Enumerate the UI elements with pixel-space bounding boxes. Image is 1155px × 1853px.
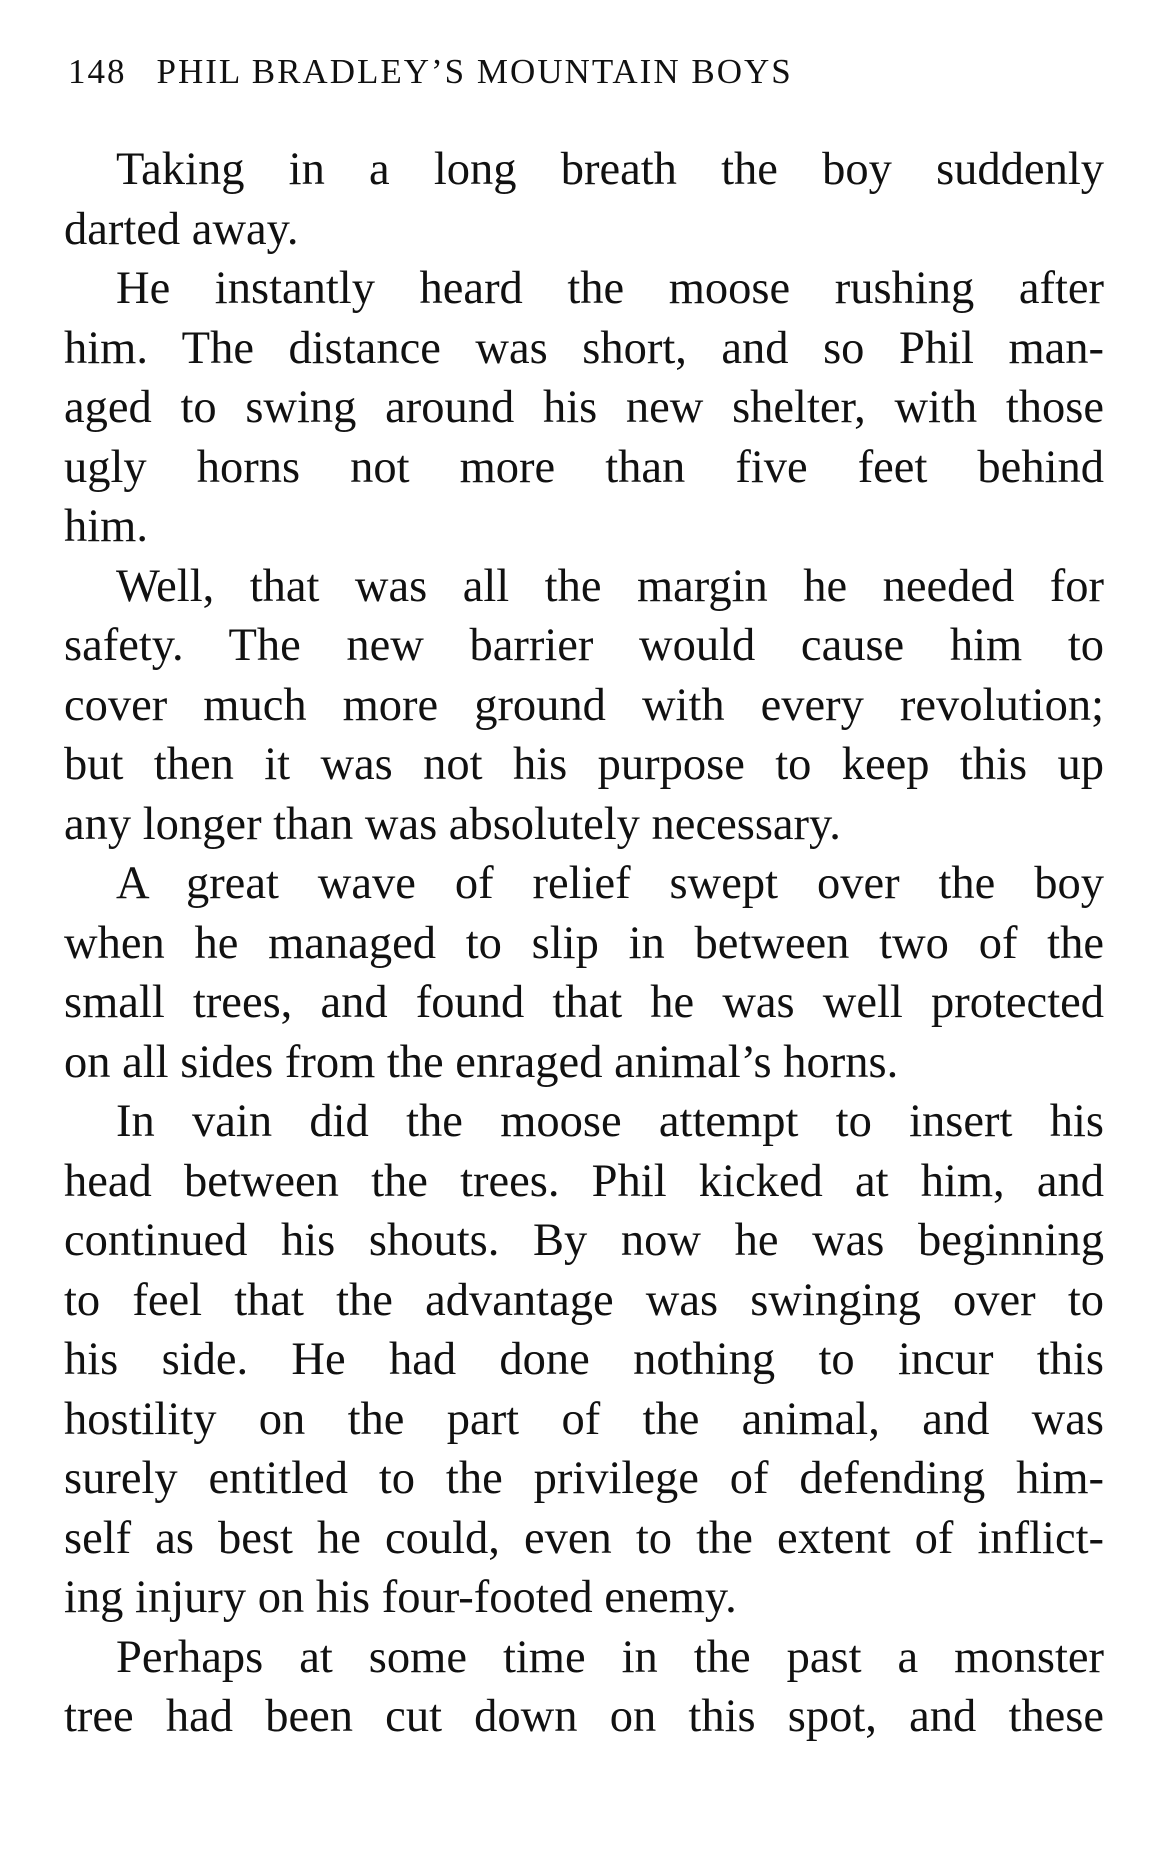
text-line: In vain did the moose attempt to insert his	[116, 1096, 1104, 1147]
text-line: head between the trees. Phil kicked at him, and	[64, 1155, 1104, 1207]
text-line: cover much more ground with every revolution;	[64, 679, 1104, 731]
text-line: Perhaps at some time in the past a monster	[116, 1631, 1104, 1683]
running-title: PHIL BRADLEY’S MOUNTAIN BOYS	[156, 52, 793, 91]
running-head	[68, 52, 1098, 92]
body-text	[64, 140, 1104, 1747]
text-line: safety. The new barrier would cause him to	[64, 620, 1104, 671]
text-line: Well, that was all the margin he needed for	[116, 560, 1104, 612]
text-line: on all sides from the enraged animal’s horns.	[64, 1036, 899, 1088]
page-number: 148	[68, 52, 127, 91]
text-line: hostility on the part of the animal, and was	[64, 1393, 1104, 1445]
text-line: his side. He had done nothing to incur this	[64, 1334, 1104, 1385]
text-line: continued his shouts. By now he was beginning	[64, 1215, 1104, 1266]
text-line: aged to swing around his new shelter, with those	[64, 382, 1104, 433]
text-line: any longer than was absolutely necessary.	[64, 798, 841, 850]
text-line: Taking in a long breath the boy suddenly	[116, 144, 1104, 195]
text-line: tree had been cut down on this spot, and these	[64, 1691, 1104, 1742]
text-line: self as best he could, even to the extent of inflict-	[64, 1512, 1104, 1564]
text-line: when he managed to slip in between two of the	[64, 917, 1104, 969]
text-line: A great wave of relief swept over the boy	[116, 858, 1104, 909]
text-line: him.	[64, 501, 148, 552]
text-line: He instantly heard the moose rushing after	[116, 263, 1104, 314]
text-line: but then it was not his purpose to keep this up	[64, 739, 1104, 790]
text-line: ing injury on his four-footed enemy.	[64, 1572, 737, 1623]
text-line: darted away.	[64, 203, 299, 255]
text-line: surely entitled to the privilege of defending him-	[64, 1453, 1104, 1504]
text-line: to feel that the advantage was swinging over to	[64, 1274, 1104, 1326]
text-line: ugly horns not more than five feet behind	[64, 441, 1104, 493]
text-line: small trees, and found that he was well protected	[64, 977, 1104, 1028]
text-line: him. The distance was short, and so Phil man-	[64, 322, 1104, 374]
